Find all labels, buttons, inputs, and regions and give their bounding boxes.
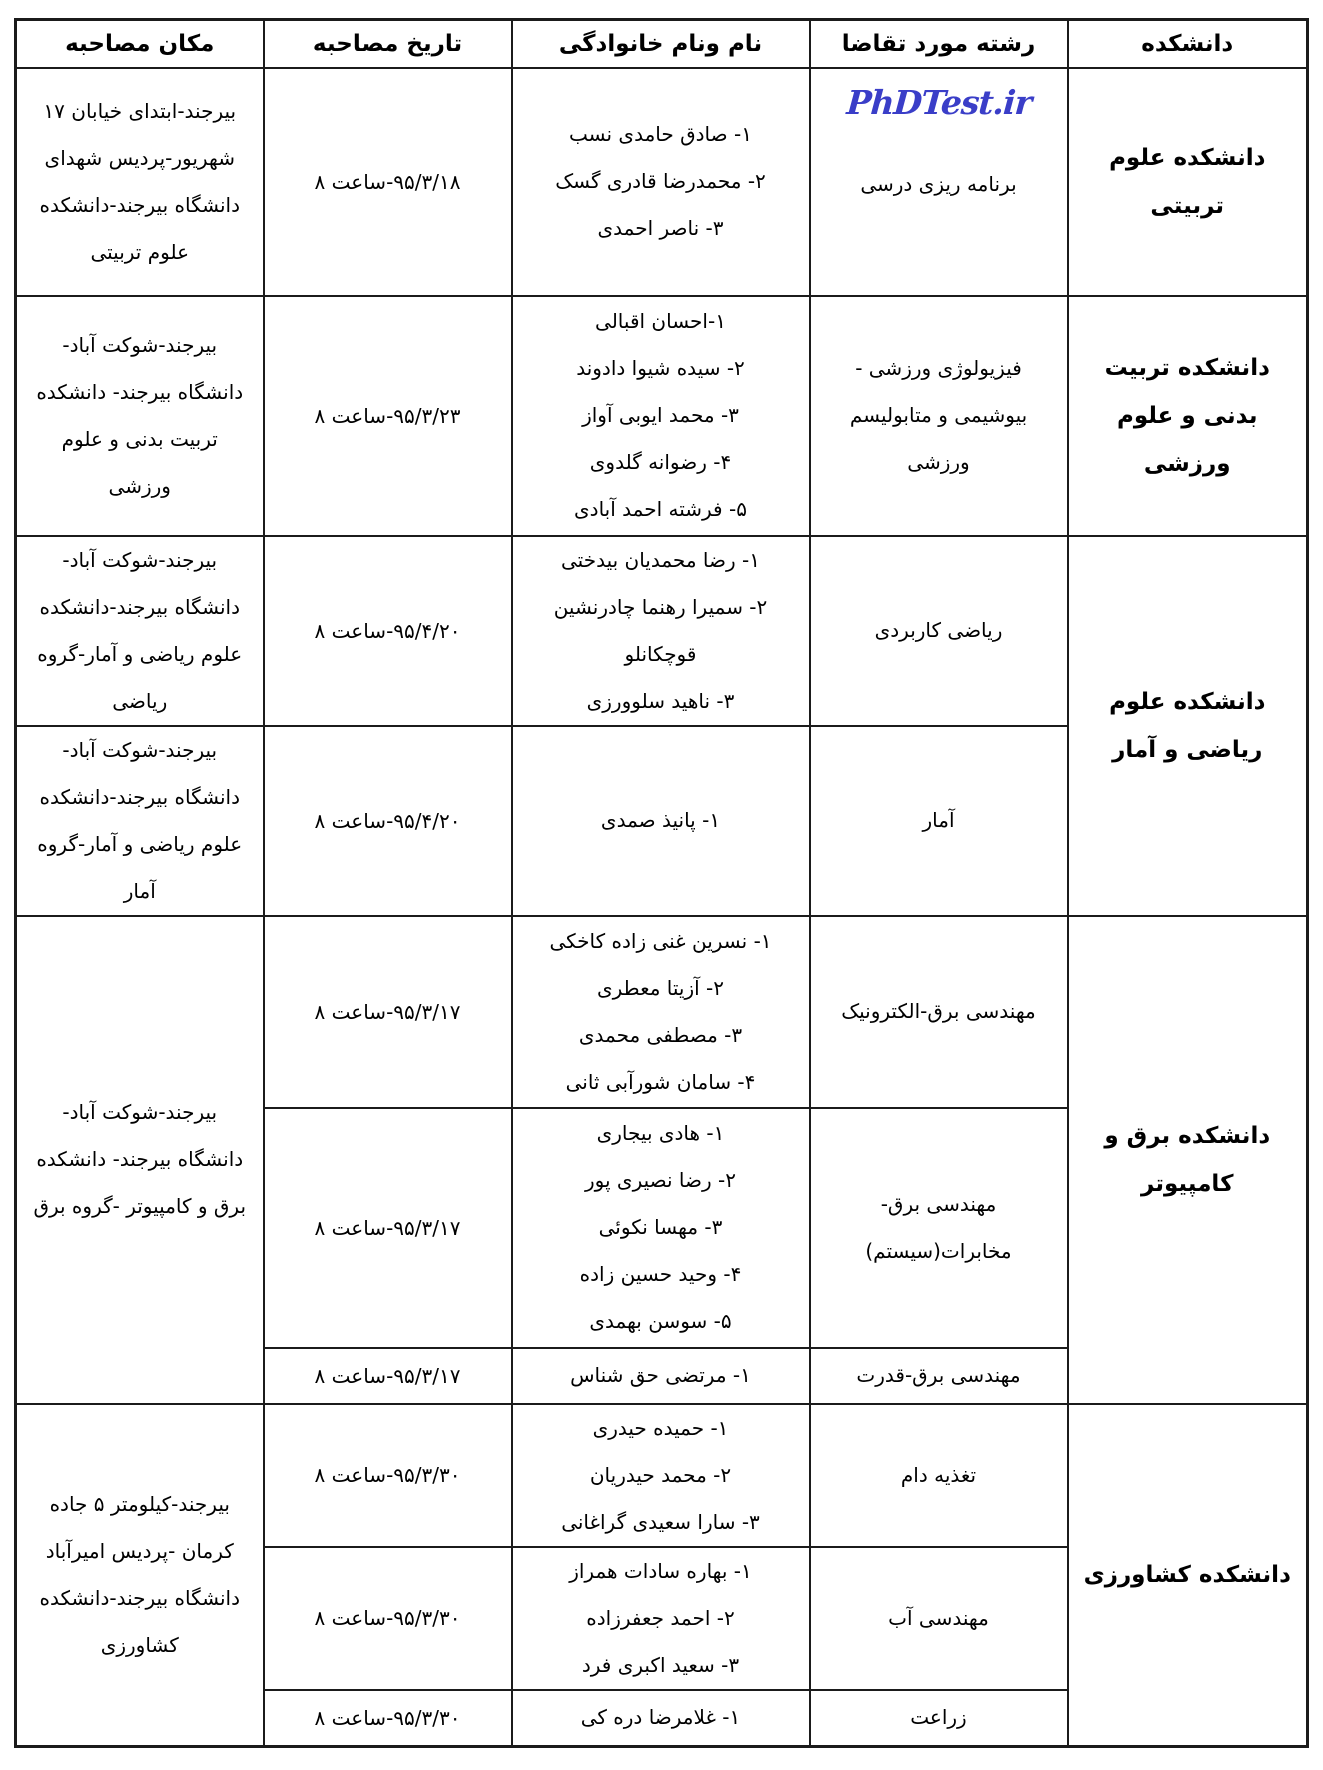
- location-text: بیرجند-شوکت آباد- دانشگاه بیرجند- دانشکده تربیت بدنی و علوم ورزشی: [36, 332, 244, 498]
- date-cell: [264, 1547, 512, 1690]
- names-cell: [512, 1108, 810, 1348]
- candidate-name: ۱- مرتضی حق شناس: [570, 1363, 751, 1387]
- field-cell: [810, 1108, 1068, 1348]
- field-text: فیزیولوژی ورزشی - بیوشیمی و متابولیسم ورزشی: [849, 356, 1028, 474]
- candidate-name: ۵- فرشته احمد آبادی: [574, 497, 747, 521]
- faculty-cell: [1068, 68, 1308, 296]
- candidate-name: ۲- احمد جعفرزاده: [586, 1605, 735, 1630]
- field-text: مهندسی برق-الکترونیک: [841, 999, 1036, 1023]
- names-cell: [512, 296, 810, 536]
- candidate-name: ۱- رضا محمدیان بیدختی: [561, 547, 760, 572]
- date-cell: [264, 1690, 512, 1747]
- faculty-text: دانشکده تربیت بدنی و علوم ورزشی: [1104, 354, 1270, 477]
- date-cell: [264, 1348, 512, 1404]
- field-text: زراعت: [910, 1705, 967, 1730]
- names-cell: [512, 1348, 810, 1404]
- table-body: [16, 68, 1308, 1747]
- candidate-name: ۳- ناصر احمدی: [597, 216, 724, 240]
- date-cell: [264, 726, 512, 916]
- table-row: [16, 1404, 1308, 1547]
- candidate-name: ۵- سوسن بهمدی: [589, 1309, 732, 1333]
- candidate-name: ۱- حمیده حیدری: [592, 1415, 729, 1440]
- candidate-name: ۱- صادق حامدی نسب: [569, 122, 752, 146]
- header-row: [16, 20, 1308, 68]
- date-cell: [264, 68, 512, 296]
- date-text: ۹۵/۳/۱۷-ساعت ۸: [314, 1363, 461, 1388]
- field-cell: [810, 1348, 1068, 1404]
- table-row: [16, 68, 1308, 296]
- faculty-text: دانشکده کشاورزی: [1083, 1561, 1291, 1588]
- field-cell: [810, 726, 1068, 916]
- date-text: ۹۵/۳/۲۳-ساعت ۸: [314, 403, 461, 428]
- location-text: بیرجند-ابتدای خیابان ۱۷ شهریور-پردیس شهدای دانشگاه بیرجند-دانشکده علوم تربیتی: [39, 98, 240, 264]
- interview-schedule-table: [14, 18, 1309, 1748]
- table-header: [16, 20, 1308, 68]
- candidate-name: ۴- سامان شورآبی ثانی: [565, 1069, 756, 1094]
- field-cell: [810, 1690, 1068, 1747]
- column-header-date: تاریخ مصاحبه: [264, 20, 512, 68]
- field-text: آمار: [922, 808, 955, 832]
- field-cell: [810, 1404, 1068, 1547]
- date-text: ۹۵/۳/۳۰-ساعت ۸: [314, 1705, 461, 1730]
- faculty-text: دانشکده علوم تربیتی: [1109, 144, 1266, 219]
- location-cell: [16, 536, 264, 726]
- column-header-names: نام ونام خانوادگی: [512, 20, 810, 68]
- location-cell: [16, 296, 264, 536]
- date-text: ۹۵/۳/۳۰-ساعت ۸: [314, 1606, 461, 1630]
- candidate-name: ۲- محمدرضا قادری گسک: [555, 169, 766, 193]
- field-text: برنامه ریزی درسی: [860, 171, 1017, 196]
- names-cell: [512, 916, 810, 1108]
- date-cell: [264, 296, 512, 536]
- location-text: بیرجند-شوکت آباد- دانشگاه بیرجند-دانشکده علوم ریاضی و آمار-گروه آمار: [37, 737, 243, 903]
- candidate-name: ۳- سعید اکبری فرد: [581, 1652, 740, 1677]
- candidate-name: ۱- غلامرضا دره کی: [580, 1705, 741, 1730]
- faculty-cell: [1068, 1404, 1308, 1747]
- names-cell: [512, 68, 810, 296]
- phdtest-watermark: PhDTest.ir: [844, 82, 1033, 122]
- date-text: ۹۵/۴/۲۰-ساعت ۸: [314, 808, 461, 833]
- location-text: بیرجند-شوکت آباد- دانشگاه بیرجند- دانشکده برق و کامپیوتر -گروه برق: [33, 1100, 247, 1218]
- candidate-name: ۳- مهسا نکوئی: [598, 1215, 723, 1239]
- location-text: بیرجند-کیلومتر ۵ جاده کرمان -پردیس امیرآباد دانشگاه بیرجند-دانشکده کشاورزی: [39, 1491, 240, 1657]
- candidate-name: ۱- نسرین غنی زاده کاخکی: [549, 928, 772, 953]
- location-cell: [16, 1404, 264, 1747]
- table-row: [16, 536, 1308, 726]
- field-cell: [810, 68, 1068, 296]
- date-text: ۹۵/۳/۱۸-ساعت ۸: [314, 169, 461, 194]
- names-cell: [512, 726, 810, 916]
- field-cell: [810, 916, 1068, 1108]
- field-text: ریاضی کاربردی: [874, 618, 1003, 642]
- date-text: ۹۵/۳/۳۰-ساعت ۸: [314, 1463, 461, 1487]
- candidate-name: ۱- هادی بیجاری: [596, 1121, 725, 1145]
- candidate-name: ۳- مصطفی محمدی: [578, 1022, 743, 1047]
- column-header-field: رشته مورد تقاضا: [810, 20, 1068, 68]
- field-text: مهندسی برق-مخابرات(سیستم): [865, 1191, 1012, 1263]
- candidate-name: ۳- محمد ایوبی آواز: [582, 403, 739, 427]
- field-cell: [810, 1547, 1068, 1690]
- faculty-text: دانشکده برق و کامپیوتر: [1104, 1122, 1271, 1197]
- column-header-location: مکان مصاحبه: [16, 20, 264, 68]
- names-cell: [512, 1404, 810, 1547]
- date-cell: [264, 1404, 512, 1547]
- date-text: ۹۵/۳/۱۷-ساعت ۸: [314, 1215, 461, 1240]
- location-cell: [16, 726, 264, 916]
- candidate-name: ۱- پانیذ صمدی: [600, 808, 721, 832]
- field-cell: [810, 536, 1068, 726]
- candidate-name: ۴- رضوانه گلدوی: [589, 450, 732, 474]
- table-row: [16, 296, 1308, 536]
- column-header-faculty: دانشکده: [1068, 20, 1308, 68]
- candidate-name: ۲- رضا نصیری پور: [585, 1168, 736, 1192]
- date-cell: [264, 916, 512, 1108]
- date-text: ۹۵/۴/۲۰-ساعت ۸: [314, 618, 461, 643]
- candidate-name: ۲- سیده شیوا دادوند: [576, 356, 745, 380]
- field-cell: [810, 296, 1068, 536]
- faculty-cell: [1068, 916, 1308, 1404]
- names-cell: [512, 536, 810, 726]
- names-cell: [512, 1547, 810, 1690]
- field-text: مهندسی آب: [888, 1605, 989, 1630]
- candidate-name: ۲- سمیرا رهنما چادرنشین قوچکانلو: [553, 594, 768, 666]
- candidate-name: ۲- محمد حیدریان: [589, 1462, 732, 1487]
- candidate-name: ۳- سارا سعیدی گراغانی: [561, 1509, 760, 1534]
- field-text: مهندسی برق-قدرت: [856, 1363, 1021, 1387]
- candidate-name: ۱- بهاره سادات همراز: [569, 1558, 752, 1583]
- location-cell: [16, 916, 264, 1404]
- date-cell: [264, 536, 512, 726]
- date-text: ۹۵/۳/۱۷-ساعت ۸: [314, 999, 461, 1024]
- names-cell: [512, 1690, 810, 1747]
- field-text: تغذیه دام: [900, 1462, 977, 1487]
- faculty-cell: [1068, 536, 1308, 916]
- location-cell: [16, 68, 264, 296]
- candidate-name: ۴- وحید حسین زاده: [579, 1262, 742, 1286]
- candidate-name: ۲- آزیتا معطری: [596, 975, 725, 1000]
- candidate-name: ۳- ناهید سلوورزی: [586, 688, 735, 713]
- location-text: بیرجند-شوکت آباد- دانشگاه بیرجند-دانشکده علوم ریاضی و آمار-گروه ریاضی: [37, 547, 243, 713]
- date-cell: [264, 1108, 512, 1348]
- table-row: [16, 916, 1308, 1108]
- faculty-text: دانشکده علوم ریاضی و آمار: [1109, 688, 1266, 763]
- candidate-name: ۱-احسان اقبالی: [595, 309, 726, 333]
- faculty-cell: [1068, 296, 1308, 536]
